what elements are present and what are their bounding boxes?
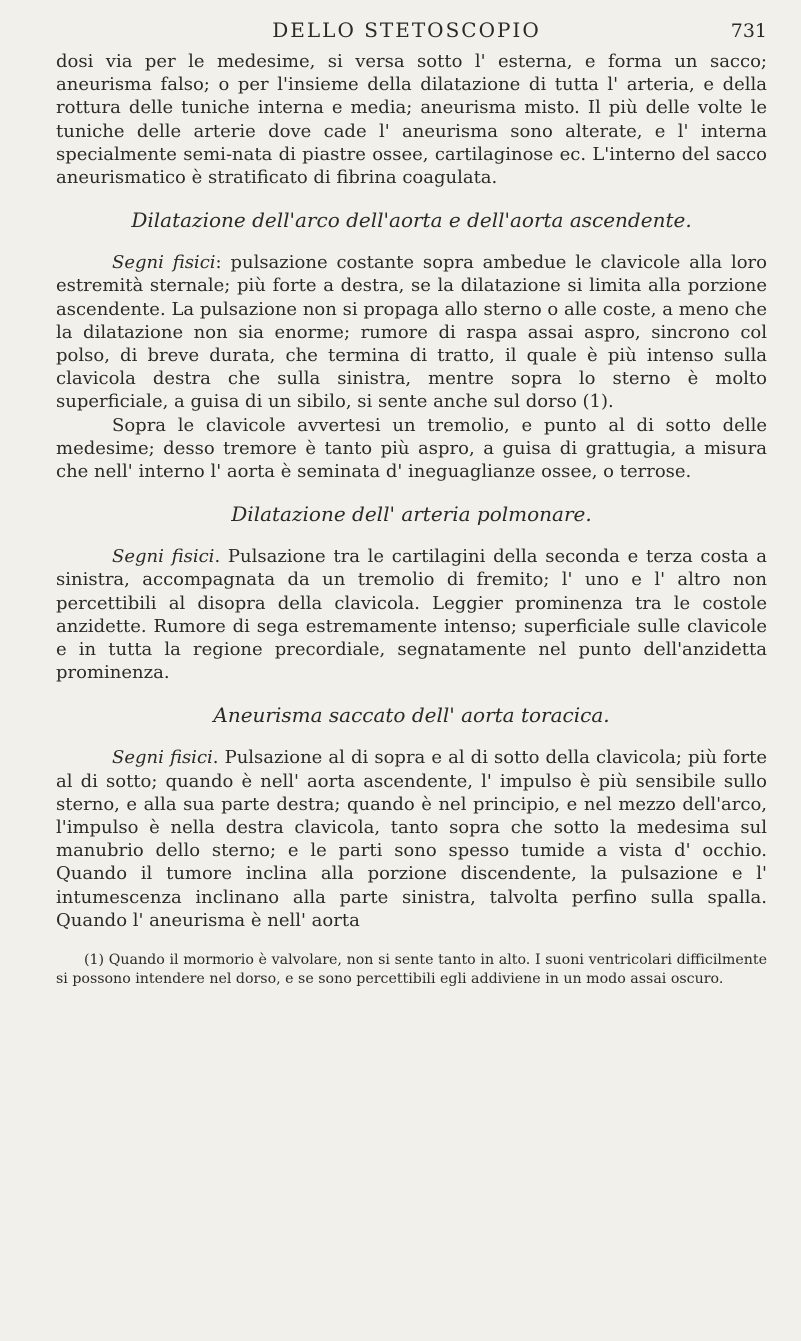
section-heading-aortic-arch: Dilatazione dell'arco dell'aorta e dell'aorta ascendente. (131, 208, 692, 233)
pulmonary-artery-signs-paragraph (56, 545, 767, 684)
running-header (56, 18, 767, 46)
aortic-arch-tremor-paragraph: Sopra le clavicole avvertesi un tremolio, e punto al di sotto delle medesime; desso tremore è tanto più aspro, a guisa di grattugia, a misura che nell' interno l' aorta è seminata d' ineguaglianze ossee, o terrose. (56, 414, 767, 483)
section-heading-thoracic-aneurysm: Aneurisma saccato dell' aorta toracica. (213, 703, 610, 728)
signs-label: Segni fisici (112, 747, 213, 769)
aortic-arch-signs-paragraph (56, 251, 767, 413)
page-number: 731 (730, 20, 767, 42)
signs-label: Segni fisici (112, 252, 216, 274)
signs-label: Segni fisici (112, 546, 215, 568)
aortic-arch-signs-text: : pulsazione costante sopra ambedue le clavicole alla loro estremità sternale; più forte a destra, se la dilatazione si limita alla porzione ascendente. La pulsazione non si propaga allo sterno o alle coste, a meno che la dilatazione non sia enorme; rumore di raspa assai aspro, sincrono col polso, di breve durata, che termina di tratto, il quale è più intenso sulla clavicola destra che sulla sinistra, mentre sopra lo sterno è molto superficiale, a guisa di un sibilo, si sente anche sul dorso (1). (56, 252, 767, 413)
opening-paragraph: dosi via per le medesime, si versa sotto l' esterna, e forma un sacco; aneurisma falso; o per l'insieme della dilatazione di tutta l' arteria, e della rottura delle tuniche interna e media; aneurisma misto. Il più delle volte le tuniche delle arterie dove cade l' aneurisma sono alterate, e l' interna specialmente semi-nata di piastre ossee, cartilaginose ec. L'interno del sacco aneurismatico è stratificato di fibrina coagulata. (56, 51, 767, 189)
thoracic-aneurysm-signs-paragraph (56, 746, 767, 932)
thoracic-aneurysm-signs-text: . Pulsazione al di sopra e al di sotto della clavicola; più forte al di sotto; quando è nell' aorta ascendente, l' impulso è più sensibile sullo sterno, e alla sua parte destra; quando è nel principio, e nel mezzo dell'arco, l'impulso è nella destra clavicola, tanto sopra che sotto la medesima sul manubrio dello sterno; e le parti sono spesso tumide a vista d' occhio. Quando il tumore inclina alla porzione discendente, la pulsazione e l' intumescenza inclinano alla parte sinistra, talvolta perfino sulla spalla. Quando l' aneurisma è nell' aorta (56, 747, 767, 931)
pulmonary-artery-signs-text: . Pulsazione tra le cartilagini della seconda e terza costa a sinistra, accompagnata da un tremolio di fremito; l' uno e l' altro non percettibili al disopra della clavicola. Leggier prominenza tra le costole anzidette. Rumore di sega estremamente intenso; superficiale sulle clavicole e in tutta la regione precordiale, segnatamente nel punto dell'anzidetta prominenza. (56, 546, 767, 684)
running-title: DELLO STETOSCOPIO (272, 18, 541, 42)
footnote: (1) Quando il mormorio è valvolare, non si sente tanto in alto. I suoni ventricolari difficilmente si possono intendere nel dorso, e se sono percettibili egli addiviene in un modo assai oscuro. (56, 952, 767, 987)
section-heading-pulmonary-artery: Dilatazione dell' arteria polmonare. (231, 502, 592, 527)
